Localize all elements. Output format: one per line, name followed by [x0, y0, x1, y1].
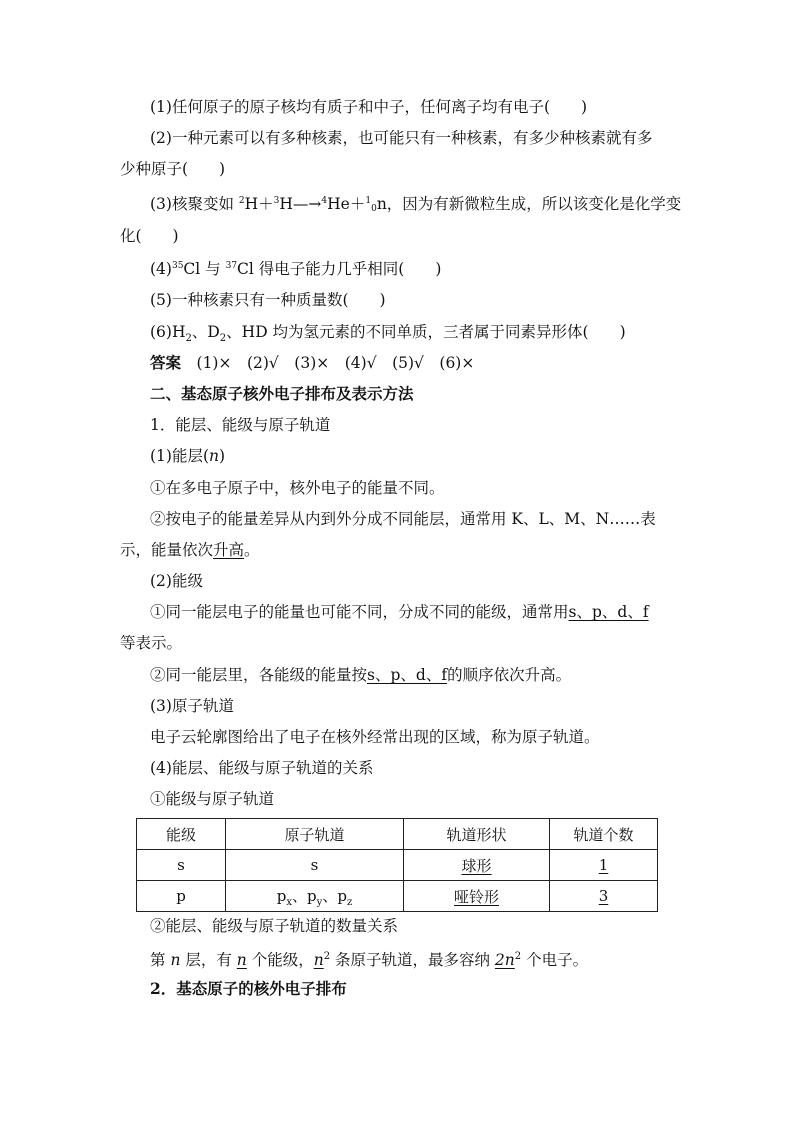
table-row: [137, 881, 658, 912]
section-heading-2: 二、基态原子核外电子排布及表示方法: [150, 384, 414, 403]
para-energy-level-b: ②同一能层里，各能级的能量按s、p、d、f的顺序依次升高。: [150, 666, 572, 684]
table-cell: 1: [550, 850, 658, 881]
question-2-line-2: 少种原子( ): [120, 160, 226, 178]
para-orbital: (3)原子轨道: [150, 697, 234, 715]
question-3-line-2: 化( ): [120, 227, 179, 245]
question-1: (1)任何原子的原子核均有质子和中子，任何离子均有电子( ): [150, 98, 588, 116]
para-relation-a: ①能级与原子轨道: [150, 790, 275, 808]
table-header-row: [137, 819, 658, 850]
table-header: 能级: [137, 819, 226, 850]
para-energy-shell: (1)能层(n): [150, 447, 226, 465]
table-cell: s: [226, 850, 404, 881]
orbital-table: [136, 818, 658, 912]
para-energy-shell-b-2: 示，能量依次升高。: [120, 541, 260, 559]
para-energy-level-a-2: 等表示。: [120, 634, 183, 652]
question-4: $(4)^{35}Cl$ 与 $^{37}$Cl 得电子能力几乎相同( ): [150, 260, 442, 278]
table-row: [137, 850, 658, 881]
para-energy-level: (2)能级: [150, 572, 203, 590]
para-energy-level-a-1: ①同一能层电子的能量也可能不同，分成不同的能级，通常用s、p、d、f: [150, 603, 649, 621]
table-cell: 哑铃形: [404, 881, 550, 912]
para-energy-shell-b-1: ②按电子的能量差异从内到外分成不同能层，通常用 K、L、M、N……表: [150, 510, 656, 528]
para-relation: (4)能层、能级与原子轨道的关系: [150, 759, 374, 777]
table-cell: $p_x$、$p_y$、$p_z$: [226, 881, 404, 912]
table-header: 轨道形状: [404, 819, 550, 850]
para-relation-c: 第 n 层，有 n 个能级，$n^2$ 条原子轨道，最多容纳 $2n^2$ 个电子。: [150, 951, 589, 970]
table-cell: 球形: [404, 850, 550, 881]
question-2-line-1: (2)一种元素可以有多种核素，也可能只有一种核素，有多少种核素就有多: [150, 129, 653, 147]
answer-line: 答案 (1)× (2)√ (3)× (4)√ (5)√ (6)×: [150, 353, 475, 372]
subsection-1-heading: 1．能层、能级与原子轨道: [150, 416, 331, 434]
answer-label: 答案: [150, 353, 182, 372]
para-relation-b: ②能层、能级与原子轨道的数量关系: [150, 917, 399, 935]
para-energy-shell-a: ①在多电子原子中，核外电子的能量不同。: [150, 479, 445, 497]
question-3-line-1: (3)核聚变如 $^2$H＋$^3$H—→$^4$He＋$^1$0n，因为有新微粒生成，所以该变化是化学变: [150, 195, 682, 214]
table-cell: p: [137, 881, 226, 912]
table-cell: s: [137, 850, 226, 881]
table-header: 轨道个数: [550, 819, 658, 850]
table-header: 原子轨道: [226, 819, 404, 850]
subsection-2-heading: 2．基态原子的核外电子排布: [150, 979, 347, 998]
para-orbital-def: 电子云轮廓图给出了电子在核外经常出现的区域，称为原子轨道。: [150, 728, 600, 746]
question-5: (5)一种核素只有一种质量数( ): [150, 291, 386, 309]
question-6: $(6)H_2$、$D_2$、HD 均为氢元素的不同单质，三者属于同素异形体( ): [150, 323, 626, 345]
table-cell: 3: [550, 881, 658, 912]
